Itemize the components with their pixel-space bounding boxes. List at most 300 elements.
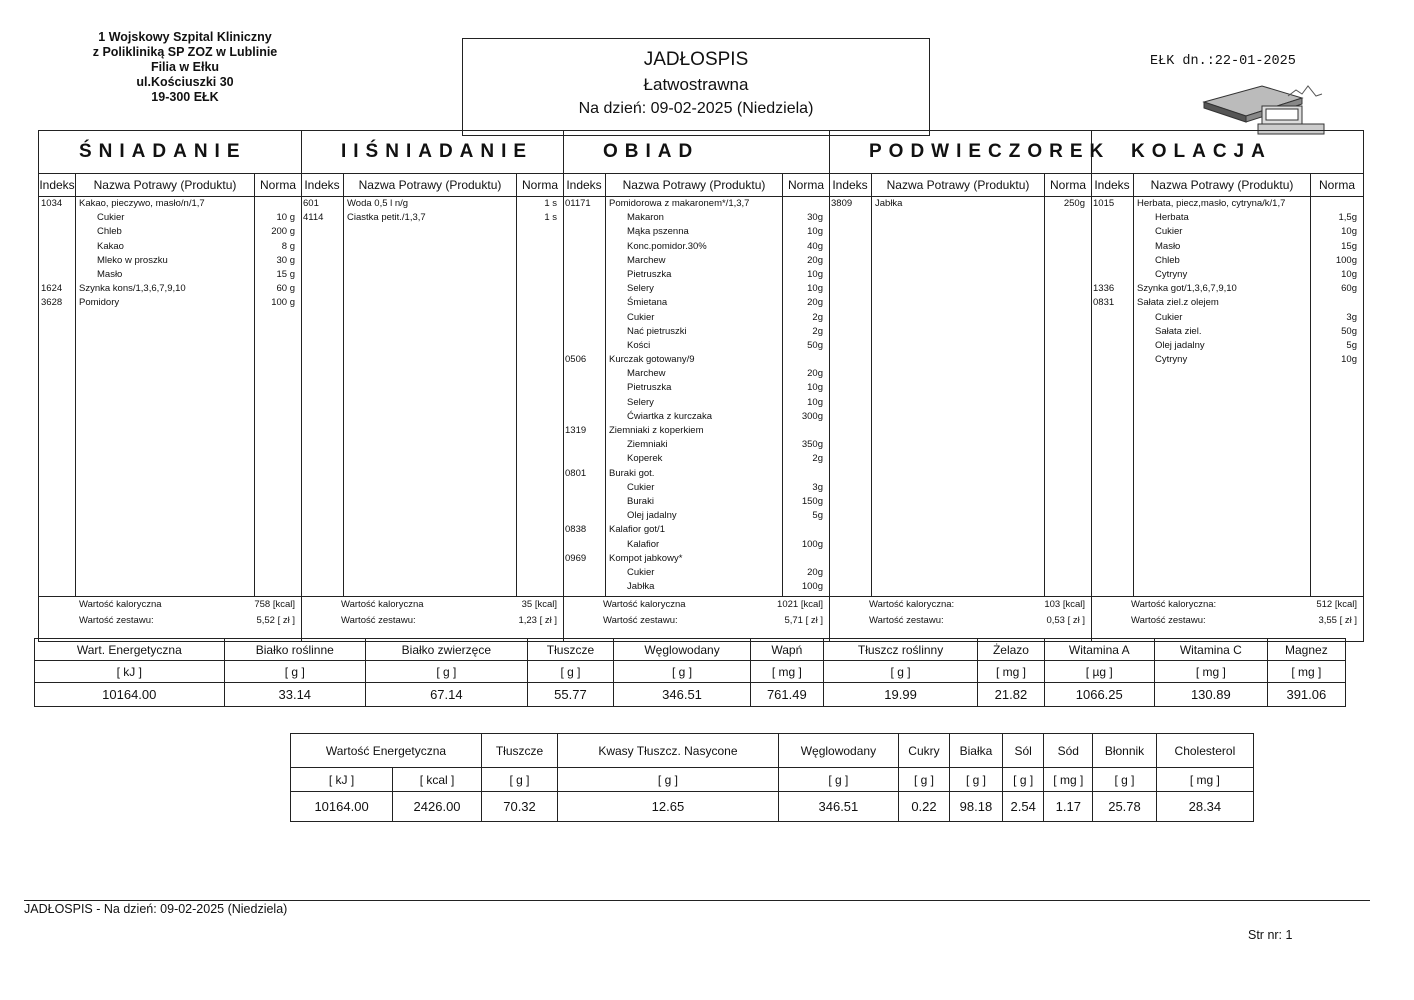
nutrient-label: Witamina A bbox=[1044, 639, 1154, 661]
item-norm: 10g bbox=[1341, 354, 1357, 366]
menu-item-row bbox=[39, 211, 301, 225]
item-name: Sałata ziel. bbox=[1155, 325, 1202, 337]
item-name: Cukier bbox=[97, 212, 125, 224]
item-index: 01171 bbox=[565, 198, 591, 209]
hospital-address bbox=[60, 30, 310, 105]
item-index: 0838 bbox=[565, 524, 587, 536]
item-norm: 10g bbox=[1341, 226, 1357, 238]
item-norm: 100g bbox=[1335, 254, 1357, 266]
menu-item-row bbox=[563, 240, 829, 254]
kcal-label: Wartość kaloryczna bbox=[79, 599, 162, 610]
menu-item-row bbox=[1091, 296, 1363, 310]
kcal-value: 35 [kcal] bbox=[521, 599, 557, 610]
column-lines bbox=[301, 196, 563, 641]
item-name: Chleb bbox=[1155, 254, 1180, 266]
item-norm: 30 g bbox=[276, 254, 295, 266]
meal-summary bbox=[563, 596, 829, 629]
nutrient-unit: [ µg ] bbox=[1044, 661, 1154, 683]
item-name: Kalafior got/1 bbox=[609, 524, 665, 536]
index-header: Indeks bbox=[1091, 174, 1134, 196]
item-norm: 1,5g bbox=[1338, 212, 1357, 224]
nutrient-value: 67.14 bbox=[366, 683, 528, 707]
item-norm: 100g bbox=[801, 581, 823, 593]
menu-item-row bbox=[563, 381, 829, 395]
menu-item-row bbox=[563, 452, 829, 466]
nutrient-label: Wapń bbox=[750, 639, 823, 661]
menu-date: Na dzień: 09-02-2025 (Niedziela) bbox=[578, 100, 814, 117]
nutrient-label: Białko roślinne bbox=[224, 639, 365, 661]
item-name: Konc.pomidor.30% bbox=[627, 240, 707, 252]
nutrient-value: 346.51 bbox=[614, 683, 751, 707]
meal-header-row bbox=[39, 174, 301, 197]
menu-item-row bbox=[1091, 211, 1363, 225]
item-name: Mleko w proszku bbox=[97, 254, 168, 266]
menu-item-row bbox=[563, 467, 829, 481]
menu-item-row bbox=[1091, 268, 1363, 282]
menu-item-row bbox=[1091, 339, 1363, 353]
nutrient-unit: [ g ] bbox=[527, 661, 614, 683]
item-norm: 10 g bbox=[276, 212, 295, 224]
nutrient-unit: [ mg ] bbox=[1154, 661, 1267, 683]
footer-text: JADŁOSPIS - Na dzień: 09-02-2025 (Niedziela) bbox=[24, 902, 288, 916]
item-index: 1034 bbox=[41, 198, 63, 209]
meal-items bbox=[39, 197, 301, 311]
meal-title: IIŚNIADANIE bbox=[301, 131, 563, 174]
menu-item-row bbox=[563, 495, 829, 509]
menu-title: JADŁOSPIS bbox=[643, 49, 749, 70]
item-name: Cukier bbox=[1155, 226, 1183, 238]
nutrient-value: 0.22 bbox=[899, 792, 950, 822]
nutrient-unit: [ mg ] bbox=[1156, 768, 1253, 792]
menu-item-row bbox=[39, 296, 301, 310]
nutrient-unit: [ mg ] bbox=[978, 661, 1044, 683]
item-norm: 20g bbox=[807, 566, 823, 578]
item-norm: 10g bbox=[807, 226, 823, 238]
item-index: 4114 bbox=[303, 212, 324, 224]
item-norm: 50g bbox=[807, 339, 823, 351]
nutrient-unit: [ g ] bbox=[823, 661, 978, 683]
item-name: Ziemniaki z koperkiem bbox=[609, 425, 704, 436]
menu-item-row bbox=[563, 438, 829, 452]
hospital-city: 19-300 EŁK bbox=[151, 90, 219, 104]
norm-header: Norma bbox=[1049, 178, 1086, 192]
item-norm: 2g bbox=[812, 325, 823, 337]
menu-item-row bbox=[563, 296, 829, 310]
meal-header-row bbox=[563, 174, 829, 197]
item-name: Herbata bbox=[1155, 212, 1189, 224]
nutrient-value: 70.32 bbox=[481, 792, 557, 822]
menu-item-row bbox=[1091, 353, 1363, 367]
item-norm: 60 g bbox=[276, 283, 295, 295]
menu-item-row bbox=[563, 311, 829, 325]
cost-label: Wartość zestawu: bbox=[1131, 615, 1206, 626]
nutrient-unit: [ mg ] bbox=[1044, 768, 1093, 792]
item-index: 0831 bbox=[1093, 297, 1115, 309]
item-index: 1015 bbox=[1093, 198, 1115, 209]
menu-item-row bbox=[301, 197, 563, 211]
nutrient-label: Węglowodany bbox=[614, 639, 751, 661]
item-name: Kompot jabkowy* bbox=[609, 552, 683, 564]
menu-item-row bbox=[563, 282, 829, 296]
cost-label: Wartość zestawu: bbox=[79, 615, 154, 626]
menu-item-row bbox=[563, 225, 829, 239]
item-name: Selery bbox=[627, 396, 654, 408]
menu-item-row bbox=[563, 580, 829, 594]
item-name: Masło bbox=[97, 268, 123, 280]
kcal-value: 758 [kcal] bbox=[254, 599, 295, 610]
item-name: Olej jadalny bbox=[627, 510, 677, 522]
nutrient-unit: [ g ] bbox=[558, 768, 779, 792]
menu-item-row bbox=[39, 197, 301, 211]
meal-title: OBIAD bbox=[563, 131, 829, 174]
kcal-value: 103 [kcal] bbox=[1044, 599, 1085, 610]
menu-item-row bbox=[563, 410, 829, 424]
nutrient-unit: [ g ] bbox=[949, 768, 1002, 792]
menu-item-row bbox=[563, 509, 829, 523]
meal-summary bbox=[301, 596, 563, 629]
norm-header: Norma bbox=[259, 178, 296, 192]
cost-label: Wartość zestawu: bbox=[869, 615, 944, 626]
menu-item-row bbox=[563, 268, 829, 282]
meal-section bbox=[1091, 131, 1363, 641]
meal-items bbox=[829, 197, 1091, 211]
cost-label: Wartość zestawu: bbox=[341, 615, 416, 626]
menu-item-row bbox=[39, 225, 301, 239]
item-name: Masło bbox=[1155, 240, 1181, 252]
nutrient-unit: [ g ] bbox=[481, 768, 557, 792]
page-number: Str nr: 1 bbox=[1248, 928, 1293, 942]
item-norm: 1 s bbox=[544, 198, 557, 209]
nutrient-label: Białko zwierzęce bbox=[366, 639, 528, 661]
item-name: Pietruszka bbox=[627, 268, 672, 280]
nutrient-value: 33.14 bbox=[224, 683, 365, 707]
item-index: 1319 bbox=[565, 425, 587, 436]
item-norm: 200 g bbox=[271, 226, 295, 238]
norm-header: Norma bbox=[521, 178, 558, 192]
menu-grid bbox=[38, 130, 1364, 642]
nutrient-value: 130.89 bbox=[1154, 683, 1267, 707]
nutrient-value: 10164.00 bbox=[35, 683, 225, 707]
nutrient-label: Magnez bbox=[1267, 639, 1345, 661]
item-name: Jabłka bbox=[627, 581, 655, 593]
item-index: 601 bbox=[303, 198, 319, 209]
menu-item-row bbox=[1091, 225, 1363, 239]
item-index: 0969 bbox=[565, 552, 587, 564]
kcal-label: Wartość kaloryczna: bbox=[869, 599, 955, 610]
nutrient-value: 25.78 bbox=[1093, 792, 1157, 822]
nutrient-label: Żelazo bbox=[978, 639, 1044, 661]
meal-summary bbox=[1091, 596, 1363, 629]
nutrient-value: 2426.00 bbox=[393, 792, 482, 822]
meal-summary bbox=[829, 596, 1091, 629]
item-name: Ziemniaki bbox=[627, 439, 668, 451]
item-name: Chleb bbox=[97, 226, 122, 238]
item-name: Cukier bbox=[627, 566, 655, 578]
nutrient-value: 21.82 bbox=[978, 683, 1044, 707]
nutrient-unit: [ g ] bbox=[899, 768, 950, 792]
kcal-value: 1021 [kcal] bbox=[777, 599, 823, 610]
item-name: Koperek bbox=[627, 453, 663, 465]
name-header: Nazwa Potrawy (Produktu) bbox=[1134, 174, 1311, 196]
nutrient-label: Wart. Energetyczna bbox=[35, 639, 225, 661]
cost-value: 0,53 [ zł ] bbox=[1046, 615, 1085, 626]
column-lines bbox=[829, 196, 1091, 641]
nutrient-value: 28.34 bbox=[1156, 792, 1253, 822]
item-norm: 30g bbox=[807, 212, 823, 224]
nutrient-value: 1066.25 bbox=[1044, 683, 1154, 707]
cost-value: 5,52 [ zł ] bbox=[256, 615, 295, 626]
item-norm: 2g bbox=[812, 453, 823, 465]
name-header: Nazwa Potrawy (Produktu) bbox=[872, 174, 1045, 196]
menu-item-row bbox=[563, 396, 829, 410]
item-name: Marchew bbox=[627, 368, 666, 380]
nutrient-label: Białka bbox=[949, 734, 1002, 768]
item-name: Szynka got/1,3,6,7,9,10 bbox=[1137, 283, 1237, 295]
item-name: Kakao bbox=[97, 240, 124, 252]
item-name: Cukier bbox=[1155, 311, 1183, 323]
item-norm: 10g bbox=[1341, 268, 1357, 280]
hospital-branch: Filia w Ełku bbox=[150, 60, 220, 74]
item-norm: 100 g bbox=[271, 297, 295, 309]
nutrient-unit: [ g ] bbox=[224, 661, 365, 683]
item-name: Olej jadalny bbox=[1155, 339, 1205, 351]
norm-header: Norma bbox=[787, 178, 824, 192]
hospital-clinic: z Polikliniką SP ZOZ w Lublinie bbox=[92, 45, 278, 59]
meal-section bbox=[563, 131, 830, 641]
item-name: Buraki got. bbox=[609, 467, 655, 479]
nutrient-unit: [ kcal ] bbox=[393, 768, 482, 792]
nutrient-label: Wartość Energetyczna bbox=[291, 734, 482, 768]
menu-item-row bbox=[1091, 311, 1363, 325]
item-index: 0801 bbox=[565, 467, 587, 479]
nutrient-label: Sól bbox=[1002, 734, 1043, 768]
item-norm: 15 g bbox=[276, 268, 295, 280]
cost-value: 1,23 [ zł ] bbox=[518, 615, 557, 626]
nutrient-label: Sód bbox=[1044, 734, 1093, 768]
issue-date: EŁK dn.:22-01-2025 bbox=[1150, 54, 1296, 69]
item-norm: 100g bbox=[801, 538, 823, 550]
index-header: Indeks bbox=[563, 174, 606, 196]
nutrient-label: Tłuszcz roślinny bbox=[823, 639, 978, 661]
nutrient-value: 391.06 bbox=[1267, 683, 1345, 707]
kcal-label: Wartość kaloryczna bbox=[341, 599, 424, 610]
norm-header: Norma bbox=[1318, 178, 1355, 192]
menu-item-row bbox=[563, 367, 829, 381]
item-norm: 250g bbox=[1063, 198, 1085, 209]
nutrient-value: 2.54 bbox=[1002, 792, 1043, 822]
cost-value: 3,55 [ zł ] bbox=[1318, 615, 1357, 626]
meal-header-row bbox=[829, 174, 1091, 197]
menu-item-row bbox=[563, 424, 829, 438]
menu-item-row bbox=[39, 268, 301, 282]
menu-item-row bbox=[829, 197, 1091, 211]
item-name: Ćwiartka z kurczaka bbox=[627, 410, 712, 422]
item-norm: 1 s bbox=[544, 212, 557, 224]
item-norm: 3g bbox=[812, 481, 823, 493]
item-name: Buraki bbox=[627, 495, 654, 507]
item-name: Cukier bbox=[627, 311, 655, 323]
item-norm: 10g bbox=[807, 382, 823, 394]
nutrient-label: Tłuszcze bbox=[527, 639, 614, 661]
nutrient-unit: [ g ] bbox=[614, 661, 751, 683]
item-name: Jabłka bbox=[875, 198, 903, 209]
kcal-label: Wartość kaloryczna bbox=[603, 599, 686, 610]
index-header: Indeks bbox=[301, 174, 344, 196]
menu-item-row bbox=[563, 481, 829, 495]
nutrient-unit: [ g ] bbox=[778, 768, 898, 792]
menu-item-row bbox=[1091, 197, 1363, 211]
nutrient-label: Cholesterol bbox=[1156, 734, 1253, 768]
menu-item-row bbox=[563, 197, 829, 211]
menu-item-row bbox=[1091, 325, 1363, 339]
item-index: 3809 bbox=[831, 198, 853, 209]
nutrient-unit: [ g ] bbox=[366, 661, 528, 683]
menu-item-row bbox=[563, 566, 829, 580]
nutrient-label: Witamina C bbox=[1154, 639, 1267, 661]
menu-item-row bbox=[563, 552, 829, 566]
nutrient-label: Błonnik bbox=[1093, 734, 1157, 768]
meal-items bbox=[1091, 197, 1363, 367]
nutrient-label: Cukry bbox=[899, 734, 950, 768]
item-name: Pomidory bbox=[79, 297, 120, 309]
menu-item-row bbox=[1091, 240, 1363, 254]
nutrient-label: Tłuszcze bbox=[481, 734, 557, 768]
meal-title: ŚNIADANIE bbox=[39, 131, 301, 174]
item-name: Herbata, piecz,masło, cytryna/k/1,7 bbox=[1137, 198, 1286, 209]
nutrient-value: 12.65 bbox=[558, 792, 779, 822]
item-norm: 10g bbox=[807, 283, 823, 295]
nutrient-unit: [ mg ] bbox=[750, 661, 823, 683]
item-name: Mąka pszenna bbox=[627, 226, 689, 238]
item-norm: 15g bbox=[1341, 240, 1357, 252]
nutrient-unit: [ kJ ] bbox=[291, 768, 393, 792]
nutrient-unit: [ g ] bbox=[1002, 768, 1043, 792]
item-name: Kości bbox=[627, 339, 651, 351]
nutrient-label: Kwasy Tłuszcz. Nasycone bbox=[558, 734, 779, 768]
item-index: 0506 bbox=[565, 354, 587, 366]
item-norm: 20g bbox=[807, 254, 823, 266]
menu-item-row bbox=[39, 240, 301, 254]
nutrient-unit: [ g ] bbox=[1093, 768, 1157, 792]
item-norm: 10g bbox=[807, 396, 823, 408]
item-name: Woda 0,5 l n/g bbox=[347, 198, 409, 209]
item-name: Kurczak gotowany/9 bbox=[609, 354, 695, 366]
index-header: Indeks bbox=[39, 174, 76, 196]
meal-title: PODWIECZOREK bbox=[829, 131, 1091, 174]
item-name: Pietruszka bbox=[627, 382, 672, 394]
hospital-street: ul.Kościuszki 30 bbox=[136, 75, 234, 89]
kcal-label: Wartość kaloryczna: bbox=[1131, 599, 1217, 610]
item-index: 3628 bbox=[41, 297, 63, 309]
nutrient-table-2 bbox=[290, 733, 1254, 822]
meal-section bbox=[301, 131, 564, 641]
nutrient-unit: [ kJ ] bbox=[35, 661, 225, 683]
item-name: Ciastka petit./1,3,7 bbox=[347, 212, 426, 224]
nutrient-table-1 bbox=[34, 638, 1346, 707]
menu-item-row bbox=[563, 339, 829, 353]
item-name: Szynka kons/1,3,6,7,9,10 bbox=[79, 283, 186, 295]
meal-title: KOLACJA bbox=[1091, 131, 1363, 174]
menu-item-row bbox=[563, 538, 829, 552]
item-name: Kalafior bbox=[627, 538, 660, 550]
item-name: Sałata ziel.z olejem bbox=[1137, 297, 1219, 309]
meal-summary bbox=[39, 596, 301, 629]
item-name: Nać pietruszki bbox=[627, 325, 687, 337]
menu-item-row bbox=[563, 254, 829, 268]
menu-item-row bbox=[563, 353, 829, 367]
item-norm: 150g bbox=[801, 495, 823, 507]
meal-section bbox=[39, 131, 302, 641]
menu-item-row bbox=[39, 282, 301, 296]
item-norm: 5g bbox=[1346, 339, 1357, 351]
nutrient-value: 1.17 bbox=[1044, 792, 1093, 822]
item-norm: 20g bbox=[807, 368, 823, 380]
menu-item-row bbox=[563, 523, 829, 537]
item-norm: 2g bbox=[812, 311, 823, 323]
nutrient-value: 10164.00 bbox=[291, 792, 393, 822]
item-norm: 40g bbox=[807, 240, 823, 252]
item-norm: 50g bbox=[1341, 325, 1357, 337]
meal-items bbox=[563, 197, 829, 594]
nutrient-label: Węglowodany bbox=[778, 734, 898, 768]
nutrient-value: 98.18 bbox=[949, 792, 1002, 822]
menu-item-row bbox=[39, 254, 301, 268]
menu-item-row bbox=[563, 325, 829, 339]
item-norm: 5g bbox=[812, 510, 823, 522]
nutrient-value: 346.51 bbox=[778, 792, 898, 822]
item-norm: 20g bbox=[807, 297, 823, 309]
item-index: 1624 bbox=[41, 283, 63, 295]
meal-header-row bbox=[1091, 174, 1363, 197]
item-norm: 8 g bbox=[281, 240, 295, 252]
hospital-name: 1 Wojskowy Szpital Kliniczny bbox=[98, 30, 272, 44]
index-header: Indeks bbox=[829, 174, 872, 196]
item-name: Cukier bbox=[627, 481, 655, 493]
menu-item-row bbox=[1091, 254, 1363, 268]
kcal-value: 512 [kcal] bbox=[1316, 599, 1357, 610]
item-name: Marchew bbox=[627, 254, 666, 266]
item-norm: 60g bbox=[1341, 283, 1357, 295]
cost-value: 5,71 [ zł ] bbox=[784, 615, 823, 626]
footer-divider bbox=[24, 900, 1370, 901]
diet-name: Łatwostrawna bbox=[643, 75, 749, 94]
nutrient-value: 761.49 bbox=[750, 683, 823, 707]
item-name: Śmietana bbox=[627, 297, 668, 309]
item-norm: 3g bbox=[1346, 311, 1357, 323]
item-index: 1336 bbox=[1093, 283, 1115, 295]
cost-label: Wartość zestawu: bbox=[603, 615, 678, 626]
item-name: Cytryny bbox=[1155, 268, 1188, 280]
menu-item-row bbox=[1091, 282, 1363, 296]
item-name: Selery bbox=[627, 283, 654, 295]
item-name: Kakao, pieczywo, masło/n/1,7 bbox=[79, 198, 205, 209]
meal-items bbox=[301, 197, 563, 225]
item-name: Pomidorowa z makaronem*/1,3,7 bbox=[609, 198, 750, 209]
menu-item-row bbox=[563, 211, 829, 225]
menu-item-row bbox=[301, 211, 563, 225]
name-header: Nazwa Potrawy (Produktu) bbox=[344, 174, 517, 196]
nutrient-unit: [ mg ] bbox=[1267, 661, 1345, 683]
name-header: Nazwa Potrawy (Produktu) bbox=[606, 174, 783, 196]
item-norm: 10g bbox=[807, 268, 823, 280]
nutrient-value: 55.77 bbox=[527, 683, 614, 707]
item-name: Cytryny bbox=[1155, 354, 1188, 366]
meal-header-row bbox=[301, 174, 563, 197]
menu-title-box bbox=[462, 38, 930, 136]
nutrient-value: 19.99 bbox=[823, 683, 978, 707]
item-norm: 350g bbox=[801, 439, 823, 451]
item-norm: 300g bbox=[801, 410, 823, 422]
